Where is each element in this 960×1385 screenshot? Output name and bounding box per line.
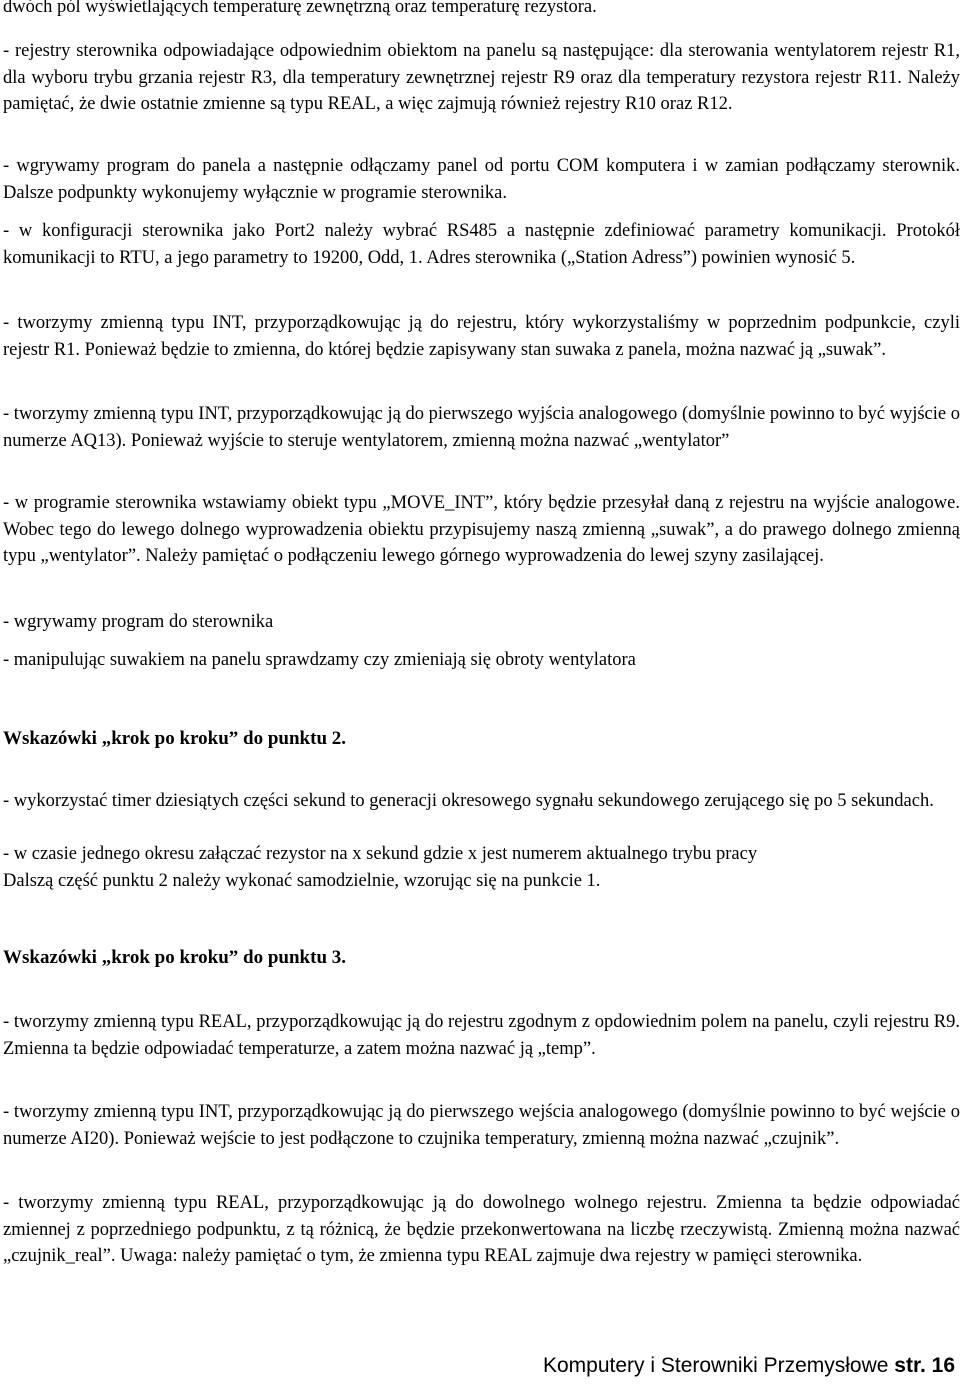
section-heading-step3: Wskazówki „krok po kroku” do punktu 3. [3,947,347,968]
paragraph-upload-controller: - wgrywamy program do sterownika [3,612,274,632]
paragraph-variable-wentylator: - tworzymy zmienną typu INT, przyporządkowując ją do pierwszego wyjścia analogowego (domyślnie powinno to być wyjście o numerze AQ13). Ponieważ wyjście to steruje wentylatorem, zmienną można nazwać „wentylator” [3,404,960,451]
page-footer [543,1352,955,1380]
section-heading-step2: Wskazówki „krok po kroku” do punktu 2. [3,728,347,749]
footer-title: Komputery i Sterowniki Przemysłowe [542,1354,889,1377]
footer-page-number: str. 16 [894,1354,955,1377]
paragraph-variable-temp: - tworzymy zmienną typu REAL, przyporządkowując ją do rejestru zgodnym z opdowiednim polem na panelu, czyli rejestru R9. Zmienna ta będzie odpowiadać temperaturze, a zatem można nazwać ją „temp”. [3,1012,960,1059]
paragraph-registers: - rejestry sterownika odpowiadające odpowiednim obiektom na panelu są następujące: dla sterowania wentylatorem rejestr R1, dla wyboru trybu grzania rejestr R3, dla temperatury zewnętrznej rejestr R9 oraz dla temperatury rezystora rejestr R11. Należy pamiętać, że dwie ostatnie zmienne są typu REAL, a więc zajmują również rejestry R10 oraz R12. [3,41,960,114]
paragraph-variable-czujnik-real: - tworzymy zmienną typu REAL, przyporządkowując ją do dowolnego wolnego rejestru. Zmienna ta będzie odpowiadać zmiennej z poprzedniego podpunktu, z tą różnicą, że będzie przekonwertowana na liczbę rzeczywistą. Zmienną można nazwać „czujnik_real”. Uwaga: należy pamiętać o tym, że zmienna typu REAL zajmuje dwa rejestry w pamięci sterownika. [3,1193,960,1266]
paragraph-resistor: - w czasie jednego okresu załączać rezystor na x sekund gdzie x jest numerem aktualnego trybu pracy [3,844,758,864]
paragraph-remaining-step2: Dalszą część punktu 2 należy wykonać samodzielnie, wzorując się na punkcie 1. [3,871,601,891]
paragraph-move-int: - w programie sterownika wstawiamy obiekt typu „MOVE_INT”, który będzie przesyłał daną z rejestru na wyjście analogowe. Wobec tego do lewego dolnego wyprowadzenia obiektu przypisujemy naszą zmienną „suwak”, a do prawego dolnego zmienną typu „wentylator”. Należy pamiętać o podłączeniu lewego górnego wyprowadzenia do lewej szyny zasilającej. [3,493,960,566]
paragraph-check-fan: - manipulując suwakiem na panelu sprawdzamy czy zmieniają się obroty wentylatora [3,650,636,670]
paragraph-variable-czujnik: - tworzymy zmienną typu INT, przyporządkowując ją do pierwszego wejścia analogowego (domyślnie powinno to być wejście o numerze AI20). Ponieważ wejście to jest podłączone to czujnika temperatury, zmienną można nazwać „czujnik”. [3,1102,960,1149]
paragraph-variable-suwak: - tworzymy zmienną typu INT, przyporządkowując ją do rejestru, który wykorzystaliśmy w poprzednim podpunkcie, czyli rejestr R1. Ponieważ będzie to zmienna, do której będzie zapisywany stan suwaka z panela, można nazwać ją „suwak”. [3,313,960,360]
paragraph-timer: - wykorzystać timer dziesiątych części sekund to generacji okresowego sygnału sekundowego zerującego się po 5 sekundach. [3,791,934,811]
paragraph-intro-fragment: dwóch pól wyświetlających temperaturę zewnętrzną oraz temperaturę rezystora. [3,0,597,17]
paragraph-port-config: - w konfiguracji sterownika jako Port2 należy wybrać RS485 a następnie zdefiniować parametry komunikacji. Protokół komunikacji to RTU, a jego parametry to 19200, Odd, 1. Adres sterownika („Station Adress”) powinien wynosić 5. [3,221,960,268]
paragraph-upload-panel: - wgrywamy program do panela a następnie odłączamy panel od portu COM komputera i w zamian podłączamy sterownik. Dalsze podpunkty wykonujemy wyłącznie w programie sterownika. [3,156,960,203]
